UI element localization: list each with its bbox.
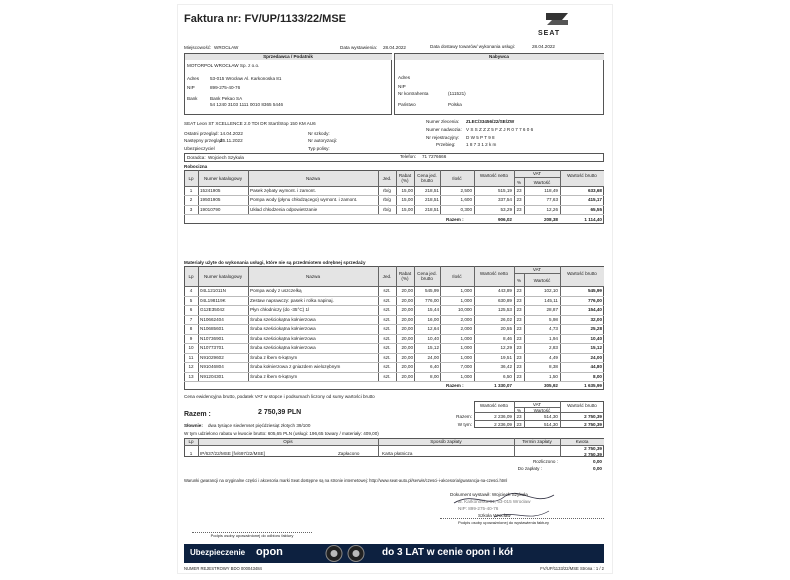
payment-h-desc: Opis: [283, 439, 293, 444]
seat-logo-text: SEAT: [538, 30, 561, 37]
buyer-box: [394, 53, 604, 115]
summary-h-net: Wartość netto: [479, 403, 509, 408]
labor-cell-gross: 65,55: [590, 206, 602, 212]
parts-cell-lp: 5: [189, 297, 193, 303]
buyer-country: Polska: [448, 102, 462, 107]
labor-cell-price: 218,51: [424, 197, 439, 203]
mileage-label: Przebieg:: [436, 142, 456, 147]
invoice-title: Faktura nr: FV/UP/1133/22/MSE: [184, 13, 347, 25]
summary-h-pct: %: [516, 408, 522, 413]
parts-cell-pct: 23: [516, 297, 522, 303]
parts-cell-qty: 1,000: [460, 354, 472, 360]
parts-cell-qty: 1,000: [460, 345, 472, 350]
labor-cell-code: 19501905: [200, 197, 221, 203]
payment-h-lp: Lp: [188, 439, 194, 444]
parts-cell-gross: 15,12: [590, 345, 602, 350]
parts-section-title: Materiały użyte do wykonania usługi, które nie są przedmiotem odrębnej sprzedaży: [184, 260, 366, 265]
parts-cell-unit: szt.: [383, 316, 391, 322]
parts-cell-vat: 28,87: [546, 307, 558, 312]
parts-cell-vat: 4,73: [549, 326, 558, 331]
parts-cell-vat: 145,11: [544, 297, 558, 303]
parts-h-vat-val: Wartość: [533, 278, 551, 283]
parts-cell-price: 776,00: [424, 297, 439, 303]
parts-cell-name: Śruba z łbem 6-kątnym: [250, 354, 298, 360]
phone: 71 7276666: [422, 154, 447, 159]
parts-total-vat: 305,92: [543, 383, 558, 388]
parts-cell-unit: szt.: [383, 326, 391, 331]
parts-cell-code: N91046804: [200, 364, 224, 369]
settle-label: Rozliczono :: [532, 459, 558, 464]
summary-row1-net: 2 236,09: [494, 414, 512, 419]
parts-cell-net: 20,55: [500, 326, 512, 331]
buyer-contractor-label: Nr kontrahenta: [398, 91, 429, 96]
parts-cell-price: 6,40: [430, 364, 439, 369]
labor-cell-unit: rb/g: [383, 197, 391, 203]
parts-h-discount: Rabat (%): [398, 271, 412, 281]
payment-h-due: Termin zapłaty: [522, 439, 552, 444]
labor-cell-qty: 0,300: [460, 206, 472, 212]
labor-cell-discount: 15,00: [401, 206, 413, 212]
delivery-date: 28.04.2022: [532, 44, 555, 49]
seller-bank: Bank Pekao SA: [210, 96, 243, 101]
summary-h-val: Wartość: [533, 408, 551, 413]
payment-h-amount: Kwota: [575, 439, 589, 444]
payment-method: Karta płatnicza: [382, 451, 413, 456]
parts-cell-pct: 23: [516, 345, 522, 350]
policy-label: Typ polisy:: [308, 146, 330, 151]
next-review-label: Następny przegląd:: [184, 138, 224, 143]
receiver-caption: Podpis osoby upoważnionej do odbioru faktury: [210, 533, 294, 538]
parts-cell-unit: szt.: [383, 354, 391, 360]
summary-row1-gross: 2 750,39: [584, 414, 602, 419]
labor-cell-name: Pompa wody (płynu chłodzącego) wymont. i zamont.: [250, 197, 358, 203]
parts-cell-unit: szt.: [383, 345, 391, 350]
parts-cell-pct: 23: [516, 307, 522, 312]
parts-cell-name: Śruba sześciokątna kołnierzowa: [250, 335, 316, 341]
banner-right: do 3 LAT w cenie opon i kół: [382, 547, 513, 558]
payment-h-method: Sposób zapłaty: [430, 439, 462, 444]
parts-cell-code: N10773701: [200, 345, 224, 350]
parts-cell-price: 15,44: [427, 307, 439, 312]
labor-total-label: Razem :: [446, 217, 464, 222]
grand-total-label: Razem :: [184, 411, 211, 418]
labor-cell-discount: 15,00: [401, 197, 413, 203]
parts-cell-qty: 1,000: [460, 335, 472, 341]
parts-h-qty: Ilość: [452, 274, 462, 279]
vehicle-model: SEAT Leon ST XCELLENCE 2.0 TDI DR Start/Stop 150 KM AU6: [184, 121, 316, 126]
parts-cell-gross: 24,00: [590, 354, 602, 360]
labor-h-vat-val: Wartość: [533, 180, 551, 185]
parts-cell-code: N91029602: [200, 354, 224, 360]
labor-cell-vat: 77,63: [546, 197, 558, 203]
labor-cell-net: 515,19: [497, 188, 512, 193]
buyer-nip-label: NIP: [398, 84, 406, 89]
parts-cell-vat: 8,38: [549, 364, 558, 369]
banner-left: Ubezpieczenie: [190, 548, 246, 557]
order-number: ZLEC/33456/22/SE/ZW: [466, 119, 515, 124]
parts-cell-qty: 7,000: [460, 364, 472, 369]
footer-left: NUMER REJESTROWY BDO 000043484: [184, 566, 262, 571]
reg-number: D W 5 P T 9 8: [466, 135, 495, 140]
labor-cell-code: 15241905: [200, 188, 221, 193]
parts-cell-discount: 20,00: [401, 307, 413, 312]
parts-cell-lp: 7: [189, 316, 193, 322]
parts-cell-name: Pompa wody z uszczelką: [250, 288, 302, 293]
issue-date: 28.04.2022: [383, 45, 406, 50]
issue-date-label: Data wystawienia:: [340, 45, 378, 50]
footer-right: FV/UP/1133/22/MSE Strona : 1 / 2: [540, 566, 604, 571]
parts-cell-price: 24,00: [427, 354, 439, 360]
labor-cell-net: 337,54: [497, 197, 512, 203]
parts-cell-gross: 154,40: [587, 307, 602, 312]
tire-icon: [322, 544, 370, 563]
payment-amount-top: 2 750,39: [584, 446, 602, 451]
labor-total-vat: 208,38: [543, 217, 558, 222]
parts-cell-lp: 8: [189, 326, 193, 331]
buyer-country-label: Państwo: [398, 102, 416, 107]
labor-cell-pct: 23: [516, 206, 522, 212]
buyer-address-label: Adres: [398, 75, 411, 80]
summary-h-gross: Wartość brutto: [567, 403, 597, 408]
labor-h-code: Numer katalogowy: [203, 176, 243, 181]
labor-cell-net: 53,29: [500, 206, 512, 212]
issuer-caption: Podpis osoby upoważnionej do wystawienia faktury: [458, 520, 549, 525]
parts-cell-lp: 4: [189, 288, 193, 293]
parts-cell-code: N91204301: [200, 373, 224, 379]
labor-cell-vat: 12,26: [546, 206, 558, 212]
summary-row2-net: 2 236,09: [494, 422, 512, 427]
parts-h-lp: Lp: [188, 274, 194, 279]
summary-row1-label: Razem:: [456, 414, 472, 419]
parts-cell-code: 04L198119K: [200, 297, 226, 303]
labor-cell-qty: 1,600: [460, 197, 472, 203]
parts-cell-gross: 8,00: [593, 373, 602, 379]
stamp-name: Szkoła Wrocław: [478, 513, 511, 518]
labor-cell-lp: 1: [189, 188, 193, 193]
parts-cell-price: 8,00: [430, 373, 439, 379]
labor-cell-name: Pasek zębaty wymont. i zamont.: [250, 188, 316, 193]
parts-cell-qty: 1,000: [460, 373, 472, 379]
parts-cell-price: 12,64: [427, 326, 439, 331]
parts-cell-net: 443,89: [497, 288, 512, 293]
topay-label: Do zapłaty :: [517, 466, 542, 471]
parts-cell-vat: 102,10: [543, 288, 558, 293]
summary-row2-vat: 514,30: [543, 422, 558, 427]
parts-cell-net: 8,46: [503, 335, 512, 341]
advisor-label: Doradca:: [187, 155, 206, 160]
parts-cell-discount: 20,00: [401, 326, 413, 331]
parts-cell-vat: 5,98: [549, 316, 558, 322]
vin-label: Numer nadwozia:: [426, 127, 462, 132]
seller-bank-label: Bank: [187, 96, 198, 101]
parts-cell-price: 16,00: [427, 316, 439, 322]
seller-nip-label: NIP: [187, 85, 195, 90]
parts-cell-qty: 10,000: [457, 307, 472, 312]
discount-note: W tym udzielono rabatu w kwocie brutto: 605,65 PLN (usługi: 196,65 towary / materiały: 409,00): [184, 431, 379, 436]
reg-label: Nr rejestracyjny:: [426, 135, 460, 140]
labor-cell-lp: 3: [189, 206, 193, 212]
parts-cell-price: 545,99: [424, 288, 439, 293]
labor-h-net: Wartość netto: [479, 173, 509, 178]
labor-cell-vat: 118,49: [544, 188, 558, 193]
labor-cell-gross: 415,17: [587, 197, 602, 203]
auth-label: Nr autoryzacji:: [308, 138, 338, 143]
parts-cell-name: Śruba sześciokątna kołnierzowa: [250, 316, 316, 322]
parts-cell-name: Śruba z łbem 6-kątnym: [250, 373, 298, 379]
advisor-box: [184, 153, 604, 162]
insurer-label: Ubezpieczyciel: [184, 146, 215, 151]
parts-cell-qty: 2,000: [460, 326, 472, 331]
parts-cell-gross: 32,00: [590, 316, 602, 322]
words-label: Słownie:: [184, 423, 203, 428]
parts-cell-gross: 10,40: [590, 335, 602, 341]
labor-cell-qty: 2,500: [460, 188, 472, 193]
parts-cell-name: Zestaw naprawczy: pasek i rolka napinaj.: [250, 297, 334, 303]
labor-cell-name: Układ chłodzenia odpowietrzanie: [250, 206, 318, 212]
parts-h-unit: Jed.: [382, 274, 392, 279]
parts-cell-name: Śruba kołnierzowa z gniazdem wielozębnym: [250, 364, 341, 369]
labor-cell-unit: rb/g: [383, 206, 391, 212]
parts-h-gross: Wartość brutto: [567, 271, 597, 276]
labor-h-name: Nazwa: [305, 176, 321, 181]
parts-cell-pct: 23: [516, 364, 522, 369]
summary-row1-vat: 514,30: [543, 414, 558, 419]
seller-address: 53-015 Wrocław Al. Karkonoska 81: [210, 76, 282, 81]
payment-lp: 1: [189, 451, 193, 456]
order-label: Numer zlecenia:: [426, 119, 460, 124]
seller-address-label: Adres: [187, 76, 200, 81]
parts-cell-gross: 776,00: [587, 297, 602, 303]
seller-name: MOTORPOL WROCŁAW Sp. z o.o.: [187, 63, 260, 68]
next-review: 26.11.2022: [220, 138, 243, 143]
labor-h-gross: Wartość brutto: [567, 173, 597, 178]
parts-cell-net: 125,53: [497, 307, 512, 312]
labor-cell-discount: 15,00: [401, 188, 413, 193]
parts-h-code: Numer katalogowy: [203, 274, 243, 279]
parts-cell-name: Śruba sześciokątna kołnierzowa: [250, 345, 316, 350]
parts-cell-discount: 20,00: [401, 316, 413, 322]
parts-cell-discount: 20,00: [401, 364, 413, 369]
payment-amount: 2 750,39: [584, 452, 602, 457]
grand-total: 2 750,39 PLN: [258, 409, 302, 416]
summary-row2-pct: 23: [516, 422, 522, 427]
labor-cell-pct: 23: [516, 197, 522, 203]
parts-cell-net: 630,89: [497, 297, 512, 303]
amount-in-words: dwa tysiące siedemset pięćdziesiąt złotych 39/100: [208, 423, 311, 428]
banner-brand: opon: [256, 546, 283, 558]
labor-h-vat-pct: %: [516, 180, 522, 185]
advisor: Wojciech Szykuła: [208, 155, 244, 160]
parts-cell-net: 26,02: [500, 316, 512, 322]
parts-cell-name: Śruba sześciokątna kołnierzowa: [250, 326, 316, 331]
settle-value: 0,00: [593, 459, 602, 464]
last-review-label: Ostatni przegląd:: [184, 131, 219, 136]
parts-cell-lp: 6: [189, 307, 193, 312]
parts-total-gross: 1 635,99: [584, 383, 602, 388]
parts-cell-unit: szt.: [383, 364, 391, 369]
parts-cell-vat: 4,49: [549, 354, 558, 360]
parts-cell-gross: 545,99: [587, 288, 602, 293]
summary-note: Cena ewidencyjna brutto, podatek VAT w stopce i podsumach liczony od sumy wartości brutto: [184, 394, 375, 399]
seller-account: 54 1240 3103 1111 0010 8365 5446: [210, 102, 284, 107]
issuer-line2: al. Karkonoska 81, 53-015 Wrocław: [458, 499, 531, 504]
parts-total-net: 1 330,07: [494, 383, 512, 388]
parts-cell-pct: 23: [516, 326, 522, 331]
parts-cell-qty: 2,000: [460, 316, 472, 322]
seller-heading: Sprzedawca / Podatnik: [263, 54, 313, 59]
place-value: WROCŁAW: [214, 45, 239, 50]
parts-cell-gross: 44,80: [590, 364, 602, 369]
parts-cell-net: 12,29: [500, 345, 512, 350]
parts-cell-code: N10736901: [200, 335, 224, 341]
parts-cell-pct: 23: [516, 316, 522, 322]
parts-cell-pct: 23: [516, 354, 522, 360]
last-review: 14.04.2022: [220, 131, 243, 136]
parts-cell-qty: 1,000: [460, 288, 472, 293]
parts-cell-discount: 20,00: [401, 373, 413, 379]
parts-h-net: Wartość netto: [479, 271, 509, 276]
parts-cell-discount: 20,00: [401, 345, 413, 350]
parts-cell-price: 10,40: [427, 335, 439, 341]
labor-h-qty: Ilość: [452, 176, 462, 181]
labor-section-title: Robocizna: [184, 164, 208, 169]
parts-cell-vat: 1,94: [549, 335, 558, 341]
labor-cell-price: 218,51: [424, 188, 439, 193]
parts-cell-lp: 12: [188, 364, 194, 369]
summary-h-vat: VAT: [532, 402, 542, 407]
labor-h-lp: Lp: [188, 176, 194, 181]
parts-cell-code: N10662404: [200, 316, 224, 322]
seller-nip: 899-275-40-76: [210, 85, 241, 90]
parts-cell-net: 36,42: [500, 364, 512, 369]
buyer-contractor: (111521): [448, 91, 466, 96]
parts-h-price: Cena jed. brutto: [417, 271, 437, 281]
parts-cell-unit: szt.: [383, 373, 391, 379]
labor-h-vat: VAT: [532, 171, 542, 176]
parts-cell-unit: szt.: [383, 288, 391, 293]
issuer-line3: NIP: 899-275-40-76: [458, 506, 499, 511]
labor-total-gross: 1 114,40: [584, 217, 602, 222]
parts-cell-pct: 23: [516, 373, 522, 379]
parts-cell-pct: 23: [516, 288, 522, 293]
parts-cell-unit: szt.: [383, 335, 391, 341]
phone-label: Telefon:: [400, 154, 417, 159]
parts-cell-lp: 11: [188, 354, 194, 360]
parts-cell-name: Płyn chłodniczy (do -35°C) 1l: [250, 307, 310, 312]
parts-cell-discount: 20,00: [401, 288, 413, 293]
parts-cell-pct: 23: [516, 335, 522, 341]
parts-cell-code: 04L121011N: [200, 288, 226, 293]
parts-cell-gross: 25,28: [590, 326, 602, 331]
parts-cell-lp: 10: [188, 345, 194, 350]
buyer-heading: Nabywca: [489, 54, 509, 59]
labor-cell-code: 19010790: [200, 206, 221, 212]
parts-h-vat: VAT: [532, 267, 542, 272]
delivery-date-label: Data dostawy towarów/ wykonania usługi:: [430, 44, 516, 49]
labor-cell-pct: 23: [516, 188, 522, 193]
parts-h-name: Nazwa: [305, 274, 321, 279]
parts-cell-qty: 1,000: [460, 297, 472, 303]
parts-cell-unit: szt.: [383, 307, 391, 312]
parts-cell-vat: 1,50: [549, 373, 558, 379]
labor-cell-gross: 633,68: [587, 188, 602, 193]
vin: V S S Z Z Z 5 F Z J R 0 7 7 6 0 6: [466, 127, 534, 132]
issuer-line1: Dokument wystawił: Wojciech Szykuła: [450, 492, 528, 497]
labor-h-price: Cena jed. brutto: [417, 173, 437, 183]
parts-cell-net: 19,51: [500, 354, 512, 360]
parts-cell-code: G12E35042: [200, 307, 225, 312]
labor-cell-unit: rb/g: [383, 188, 391, 193]
labor-h-unit: Jed.: [382, 176, 392, 181]
warranty-note: Warunki gwarancji na oryginalne części i akcesoria marki Seat dostępne są na stronie internetowej: http://www.seat-auto.pl/serwis/czesci-i-akcesoria/gwarancja-na-czesci.html: [184, 478, 508, 483]
labor-h-discount: Rabat (%): [398, 173, 412, 183]
summary-row2-gross: 2 750,39: [584, 422, 602, 427]
parts-cell-discount: 20,00: [401, 354, 413, 360]
place-label: Miejscowość:: [184, 45, 212, 50]
invoice-page: [178, 5, 612, 573]
parts-total-label: Razem :: [446, 383, 464, 388]
parts-cell-net: 6,50: [503, 373, 512, 379]
seat-logo-icon: [542, 12, 572, 28]
parts-cell-lp: 13: [188, 373, 194, 379]
summary-row1-pct: 23: [516, 414, 522, 419]
parts-cell-code: N10685601: [200, 326, 224, 331]
topay-value: 0,00: [593, 466, 602, 471]
summary-row2-label: W tym:: [457, 422, 472, 427]
labor-total-net: 906,02: [497, 217, 512, 222]
payment-desc: IP/637/22/MSE [fv/697/22/MSE]: [200, 451, 265, 456]
parts-cell-vat: 2,83: [549, 345, 558, 350]
parts-cell-lp: 9: [189, 335, 193, 341]
labor-cell-price: 218,51: [424, 206, 439, 212]
parts-cell-discount: 20,00: [401, 335, 413, 341]
parts-cell-price: 15,12: [427, 345, 439, 350]
parts-cell-discount: 20,00: [401, 297, 413, 303]
damage-label: Nr szkody:: [308, 131, 330, 136]
labor-cell-lp: 2: [189, 197, 193, 203]
parts-cell-unit: szt.: [383, 297, 391, 303]
parts-h-vat-pct: %: [516, 278, 522, 283]
payment-paid-label: Zapłacono: [338, 451, 360, 456]
mileage: 1 8 7 3 1 2 k m: [466, 142, 497, 147]
